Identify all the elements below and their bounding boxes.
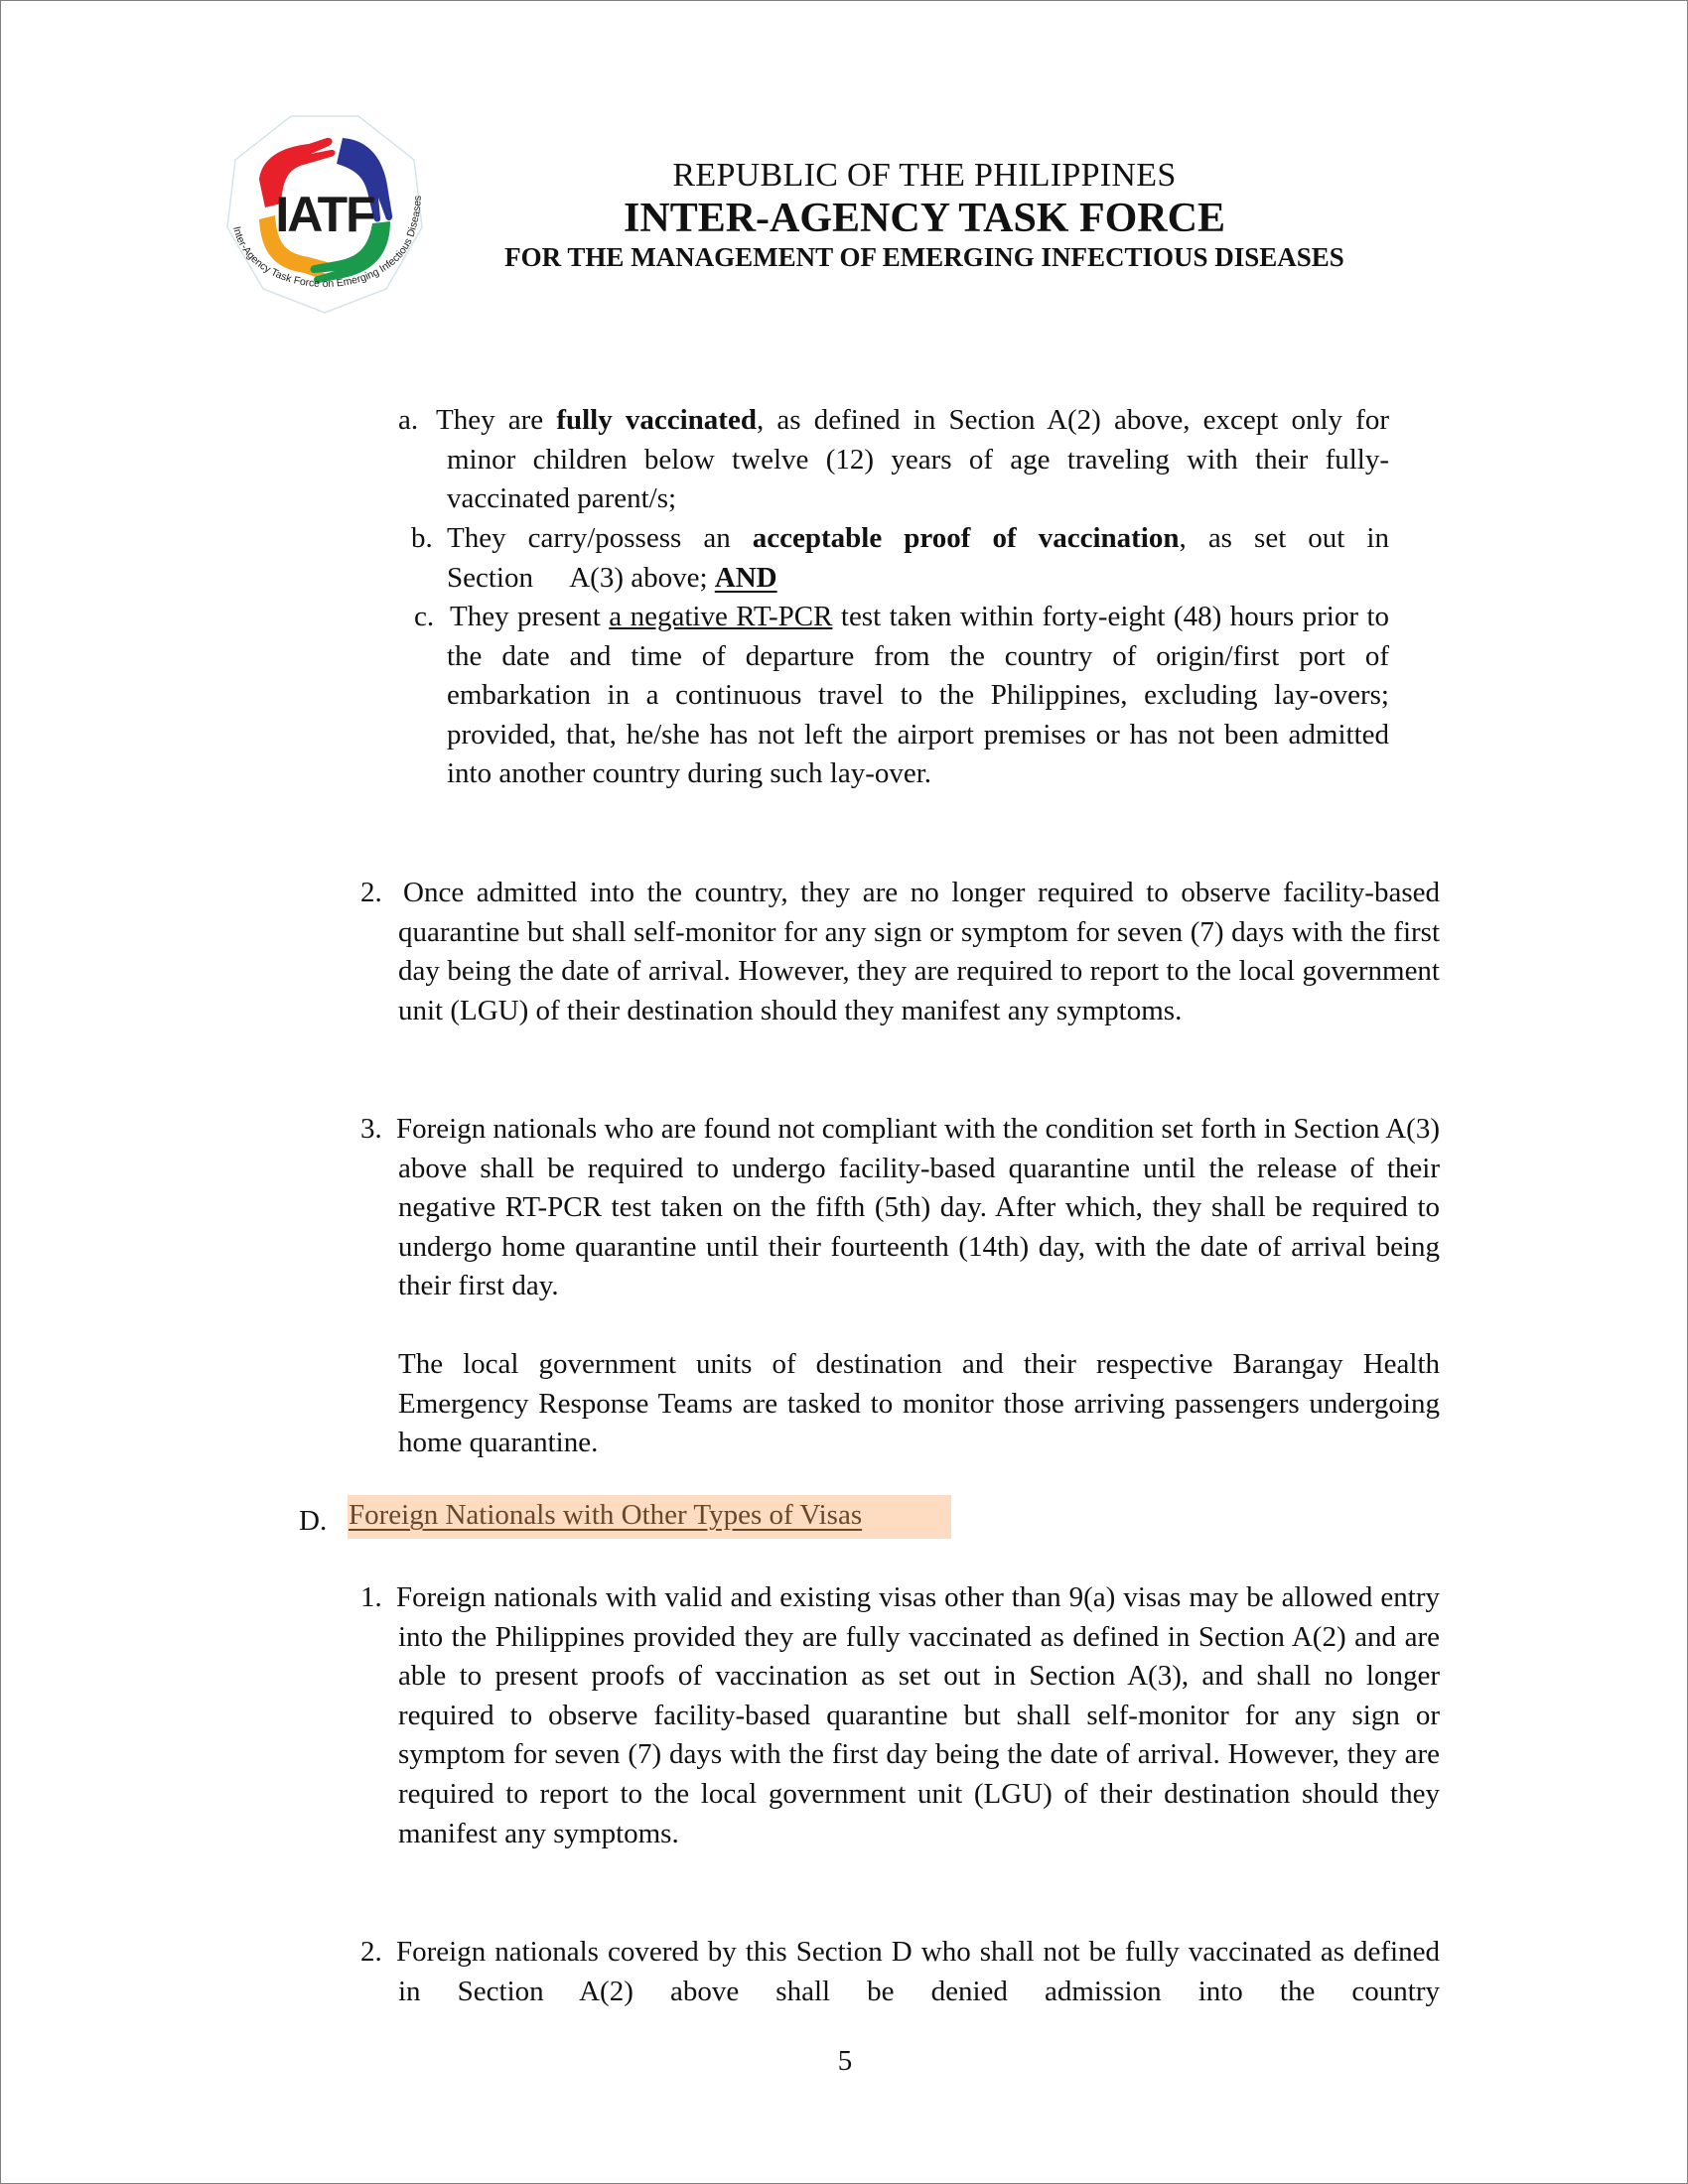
subitem-a: [398, 401, 1389, 519]
item-marker: 1.: [360, 1581, 382, 1613]
item-text: Once admitted into the country, they are no longer required to observe facility-based quarantine but shall self-monitor for any sign or symptom for seven (7) days with the first day being the date of arrival. However, they are required to report to the local government unit (LGU) of their destination should they manifest any symptoms.: [398, 877, 1440, 1026]
section-d-item-2: [360, 1933, 1440, 2011]
logo-text: IATF: [275, 187, 374, 242]
page-number: 5: [837, 2045, 853, 2077]
item-marker: 2.: [360, 1936, 382, 1968]
item-text: Foreign nationals with valid and existing visas other than 9(a) visas may be allowed entry into the Philippines provided they are fully vaccinated as defined in Section A(2) and are able to present proofs of vaccination as set out in Section A(3), and shall no longer required to observe facility-based quarantine but shall self-monitor for any sign or symptom for seven (7) days with the first day being the date of arrival. However, they are required to report to the local government unit (LGU) of their destination should they manifest any symptoms.: [396, 1581, 1440, 1849]
section-d-item-1: [360, 1578, 1440, 1853]
logo-ring-text: Inter-Agency Task Force on Emerging Infectious Diseases: [230, 195, 424, 291]
subitem-text: They present a negative RT-PCR test taken within forty-eight (48) hours prior to the date and time of departure from the country of origin/first port of embarkation in a continuous travel to the Philippines, excluding lay-overs; provided, that, he/she has not left the airport premises or has not been admitted into another country during such lay-over.: [447, 601, 1389, 790]
iatf-logo: [219, 108, 430, 319]
subitem-marker: b.: [411, 522, 433, 554]
letterhead-agency: INTER-AGENCY TASK FORCE: [624, 196, 1225, 241]
letterhead-country: REPUBLIC OF THE PHILIPPINES: [672, 157, 1177, 194]
item-followup-paragraph: The local government units of destination and their respective Barangay Health Emergency Response Teams are tasked to monitor those arriving passengers undergoing home quarantine.: [398, 1347, 1440, 1459]
section-letter: D.: [299, 1505, 328, 1537]
subitem-marker: c.: [414, 601, 435, 632]
subitem-b: [411, 519, 1389, 598]
item-text: Foreign nationals who are found not compliant with the condition set forth in Section A(3) above shall be required to undergo facility-based quarantine until the release of their negative RT-PCR test taken on the fifth (5th) day. After which, they shall be required to undergo home quarantine until their fourteenth (14th) day, with the date of arrival being their first day.: [396, 1113, 1440, 1302]
item-3: [360, 1110, 1440, 1463]
item-marker: 3.: [360, 1113, 382, 1145]
item-text: Foreign nationals covered by this Section D who shall not be fully vaccinated as defined in Section A(2) above shall be denied admission into the country: [396, 1936, 1440, 2007]
letterhead-subtitle: FOR THE MANAGEMENT OF EMERGING INFECTIOUS DISEASES: [504, 242, 1344, 272]
section-title-highlighted: Foreign Nationals with Other Types of Visas: [348, 1495, 951, 1539]
subitem-text: They are fully vaccinated, as defined in Section A(2) above, except only for minor children below twelve (12) years of age traveling with their fully-vaccinated parent/s;: [436, 404, 1389, 515]
letterhead: [418, 156, 1431, 273]
item-2: [360, 874, 1440, 1030]
item-marker: 2.: [360, 877, 382, 908]
subitem-marker: a.: [398, 404, 419, 436]
subitem-text: They carry/possess an acceptable proof of vaccination, as set out in Section A(3) above; AND: [447, 522, 1389, 594]
subitem-c: [414, 598, 1389, 794]
